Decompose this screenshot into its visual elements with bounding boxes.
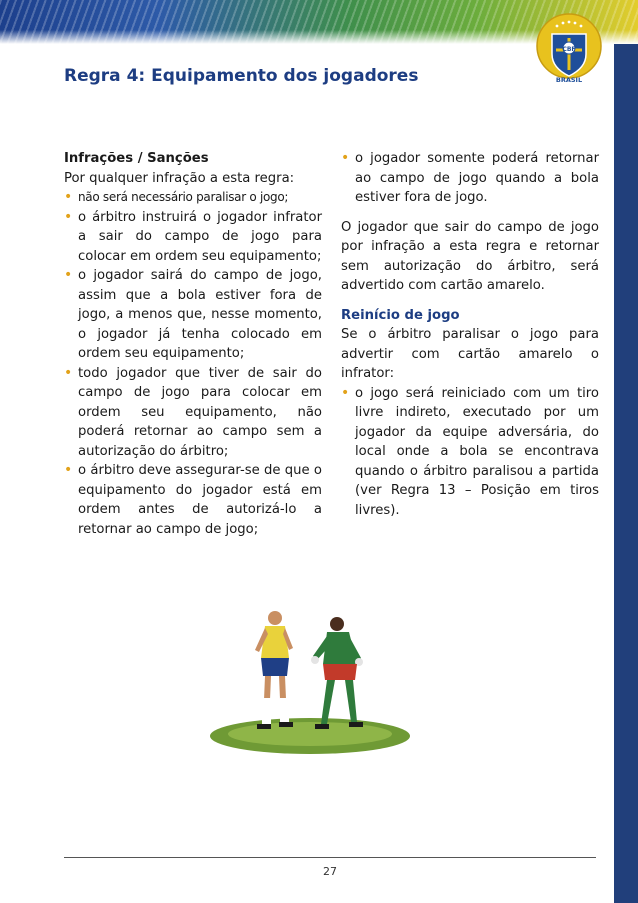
player-goalkeeper (311, 617, 363, 729)
infractions-intro: Por qualquer infração a esta regra: (64, 170, 295, 186)
right-column (341, 149, 599, 520)
left-column (64, 149, 322, 539)
crest-label: BRASIL (555, 76, 583, 84)
crest-letters: CBF (562, 46, 576, 53)
page-number: 27 (323, 865, 337, 878)
player-yellow (255, 611, 293, 729)
list-item: • todo jogador que tiver de sair do campo de jogo para colocar em ordem seu equipamento, não poderá retornar ao campo sem a autorização do árbitro; (64, 364, 322, 462)
players-illustration (197, 598, 423, 758)
warning-paragraph: O jogador que sair do campo de jogo por infração a esta regra e retornar sem autorização do árbitro, será advertido com cartão amarelo. (341, 219, 599, 293)
sidebar-band (614, 44, 638, 903)
infractions-list (64, 188, 322, 539)
restart-list (341, 384, 599, 521)
list-item: • o árbitro deve assegurar-se de que o equipamento do jogador está em ordem antes de autorizá-lo a retornar ao campo de jogo; (64, 461, 322, 539)
footer-rule (64, 857, 596, 858)
list-item: • não será necessário paralisar o jogo; (64, 188, 322, 208)
cbf-crest-logo (536, 12, 602, 84)
continued-list (341, 149, 599, 208)
restart-text: Se o árbitro paralisar o jogo para advertir com cartão amarelo o infrator: (341, 327, 599, 381)
restart-heading: Reinício de jogo (341, 307, 460, 323)
list-item: • o jogador sairá do campo de jogo, assim que a bola estiver fora de jogo, a menos que, nesse momento, o jogador já tenha colocado em ordem seu equipamento; (64, 266, 322, 364)
list-item: • o jogador somente poderá retornar ao campo de jogo quando a bola estiver fora de jogo. (341, 149, 599, 208)
list-item: • o árbitro instruirá o jogador infrator a sair do campo de jogo para colocar em ordem seu equipamento; (64, 208, 322, 267)
infractions-heading: Infrações / Sanções (64, 151, 209, 166)
page-title: Regra 4: Equipamento dos jogadores (64, 66, 419, 86)
list-item: • o jogo será reiniciado com um tiro livre indireto, executado por um jogador da equipe adversária, do local onde a bola se encontrava quando o árbitro paralisou a partida (ver Regra 13 – Posição em tiros livres). (341, 384, 599, 521)
